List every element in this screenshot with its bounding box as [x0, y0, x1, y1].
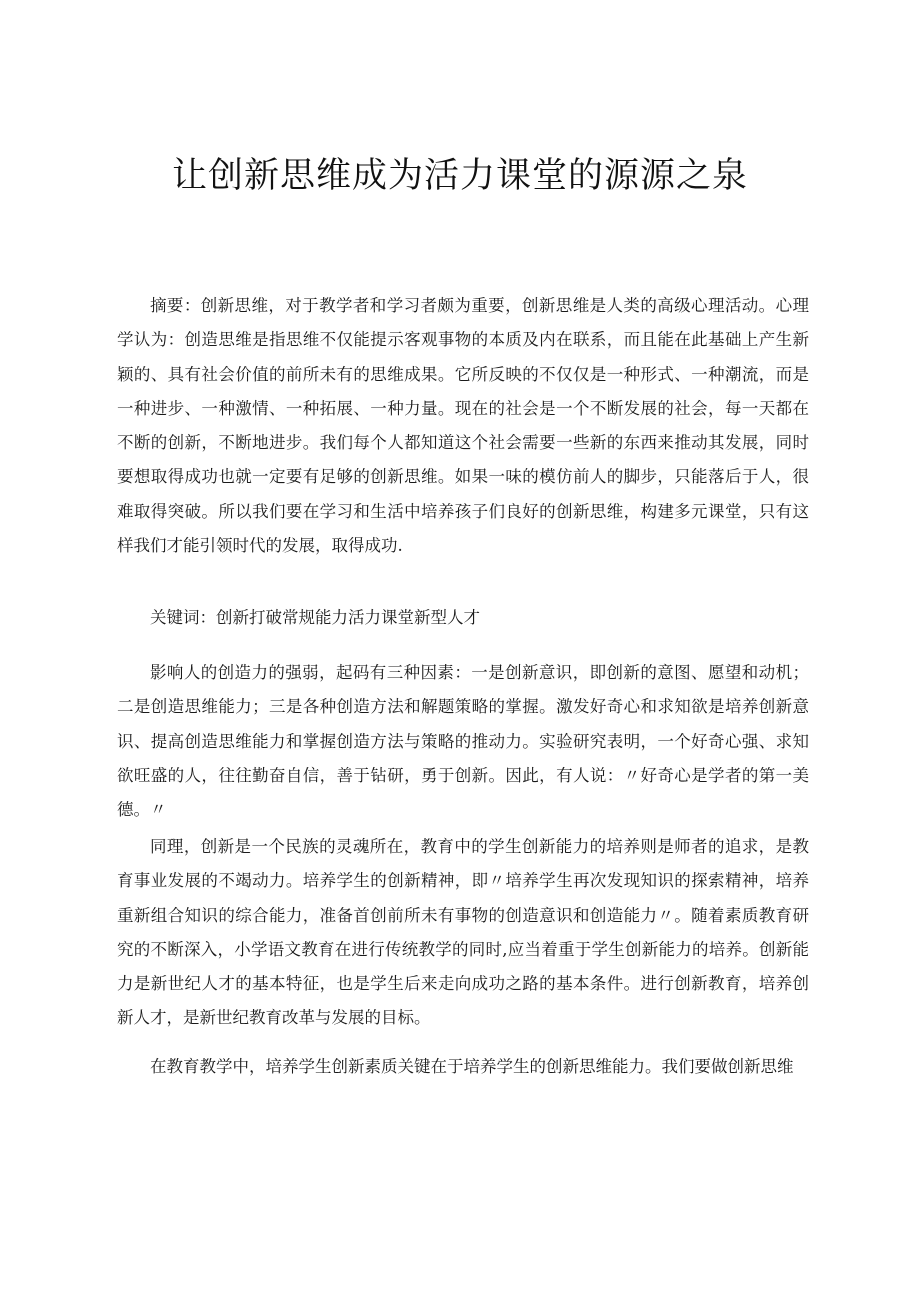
- document-title: 让创新思维成为活力课堂的源源之泉: [171, 156, 748, 196]
- body-paragraph-3: 在教育教学中，培养学生创新素质关键在于培养学生的创新思维能力。我们要做创新思维: [150, 1057, 794, 1076]
- body-paragraph-2: 同理，创新是一个民族的灵魂所在，教育中的学生创新能力的培养则是师者的追求，是教育事业发展的不竭动力。培养学生的创新精神，即〃培养学生再次发现知识的探索精神，培养重新组合知识的综合能力，准备首创前所未有事物的创造意识和创造能力〃。随着素质教育研究的不断深入，小学语文教育在进行传统教学的同时,应当着重于学生创新能力的培养。创新能力是新世纪人才的基本特征，也是学生后来走向成功之路的基本条件。进行创新教育，培养创新人才，是新世纪教育改革与发展的目标。: [117, 837, 809, 1028]
- body-paragraph-1: 影响人的创造力的强弱，起码有三种因素：一是创新意识，即创新的意图、愿望和动机；二是创造思维能力；三是各种创造方法和解题策略的掌握。激发好奇心和求知欲是培养创新意识、提高创造思维能力和掌握创造方法与策略的推动力。实验研究表明，一个好奇心强、求知欲旺盛的人，往往勤奋自信，善于钻研，勇于创新。因此，有人说：〃好奇心是学者的第一美德。〃: [117, 663, 809, 820]
- keywords-line: 关键词：创新打破常规能力活力课堂新型人才: [150, 608, 480, 627]
- abstract-paragraph: 摘要：创新思维，对于教学者和学习者颇为重要，创新思维是人类的高级心理活动。心理学认为：创造思维是指思维不仅能提示客观事物的本质及内在联系，而且能在此基础上产生新颖的、具有社会价值的前所未有的思维成果。它所反映的不仅仅是一种形式、一种潮流，而是一种进步、一种激情、一种拓展、一种力量。现在的社会是一个不断发展的社会，每一天都在不断的创新，不断地进步。我们每个人都知道这个社会需要一些新的东西来推动其发展，同时要想取得成功也就一定要有足够的创新思维。如果一味的模仿前人的脚步，只能落后于人，很难取得突破。所以我们要在学习和生活中培养孩子们良好的创新思维，构建多元课堂，只有这样我们才能引领时代的发展，取得成功.: [117, 296, 809, 556]
